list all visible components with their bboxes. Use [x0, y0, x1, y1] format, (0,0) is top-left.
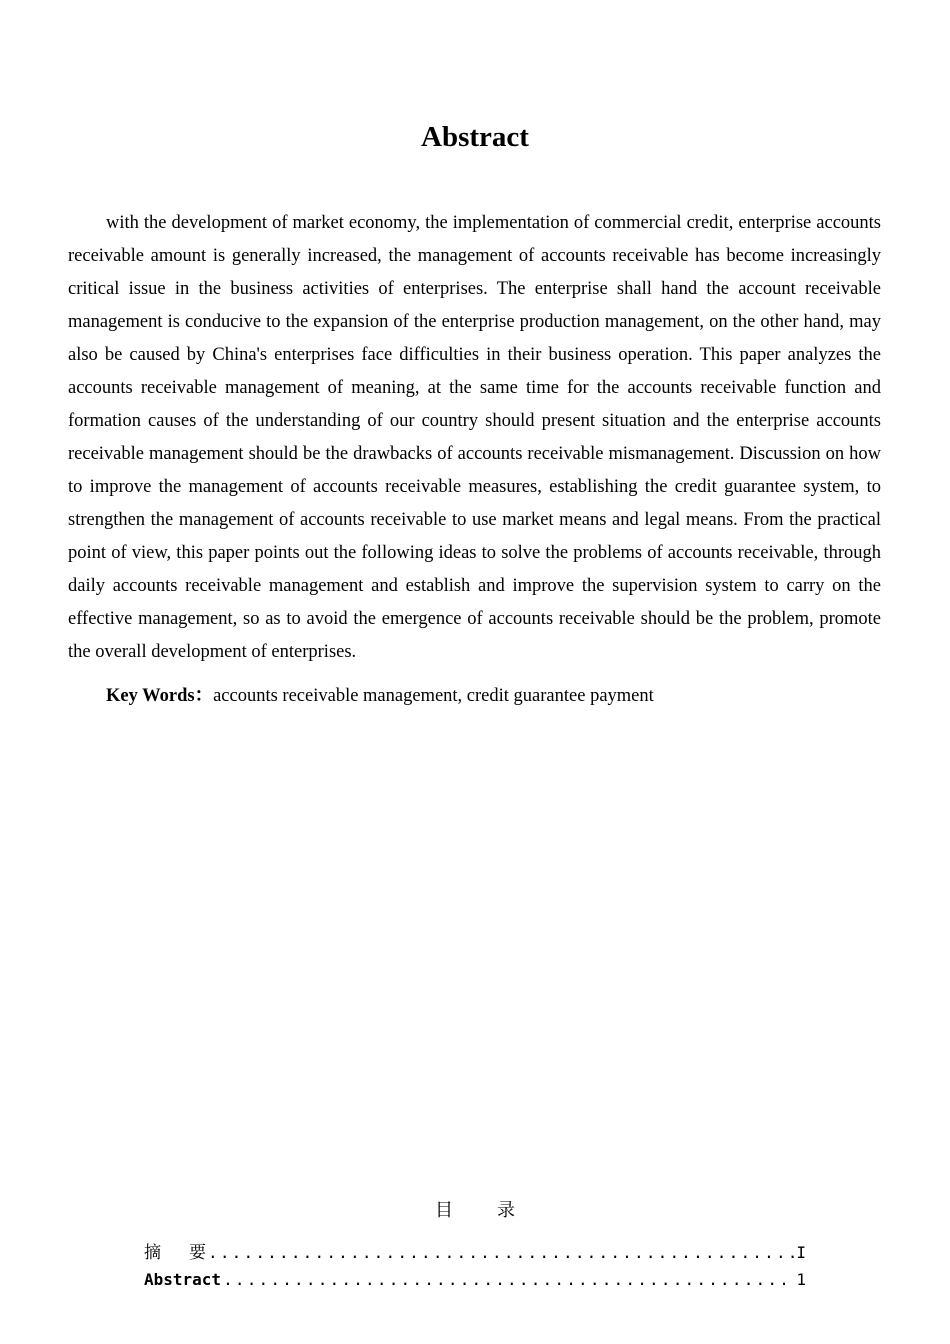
- keywords-line: [106, 681, 654, 711]
- toc-leader-dots: [208, 1243, 794, 1262]
- abstract-body: with the development of market economy, the implementation of commercial credit, enterprise accounts receivable amount is generally increased, the management of accounts receivable has become increasingly critical issue in the business activities of enterprises. The enterprise shall hand the account receivable management is conducive to the expansion of the enterprise production management, on the other hand, may also be caused by China's enterprises face difficulties in their business operation. This paper analyzes the accounts receivable management of meaning, at the same time for the accounts receivable function and formation causes of the understanding of our country should present situation and the enterprise accounts receivable management should be the drawbacks of accounts receivable mismanagement. Discussion on how to improve the management of accounts receivable measures, establishing the credit guarantee system, to strengthen the management of accounts receivable to use market means and legal means. From the practical point of view, this paper points out the following ideas to solve the problems of accounts receivable, through daily accounts receivable management and establish and improve the supervision system to carry on the effective management, so as to avoid the emergence of accounts receivable should be the problem, promote the overall development of enterprises.: [68, 213, 881, 662]
- toc-entry-label: 摘要: [144, 1243, 234, 1263]
- abstract-title: Abstract: [421, 121, 529, 153]
- keywords-label: Key Words：: [106, 686, 214, 706]
- toc-entry-page: 1: [796, 1270, 806, 1289]
- toc-title: 目录: [435, 1200, 559, 1221]
- toc-leader-dots: [223, 1270, 794, 1289]
- toc-entry-abstract-cn[interactable]: [144, 1238, 806, 1270]
- keywords-value: accounts receivable management, credit guarantee payment: [213, 686, 654, 706]
- toc-entry-page: I: [796, 1243, 806, 1262]
- toc-entry-abstract-en[interactable]: [144, 1270, 806, 1302]
- table-of-contents: [144, 1238, 806, 1302]
- toc-entry-label: Abstract: [144, 1270, 222, 1289]
